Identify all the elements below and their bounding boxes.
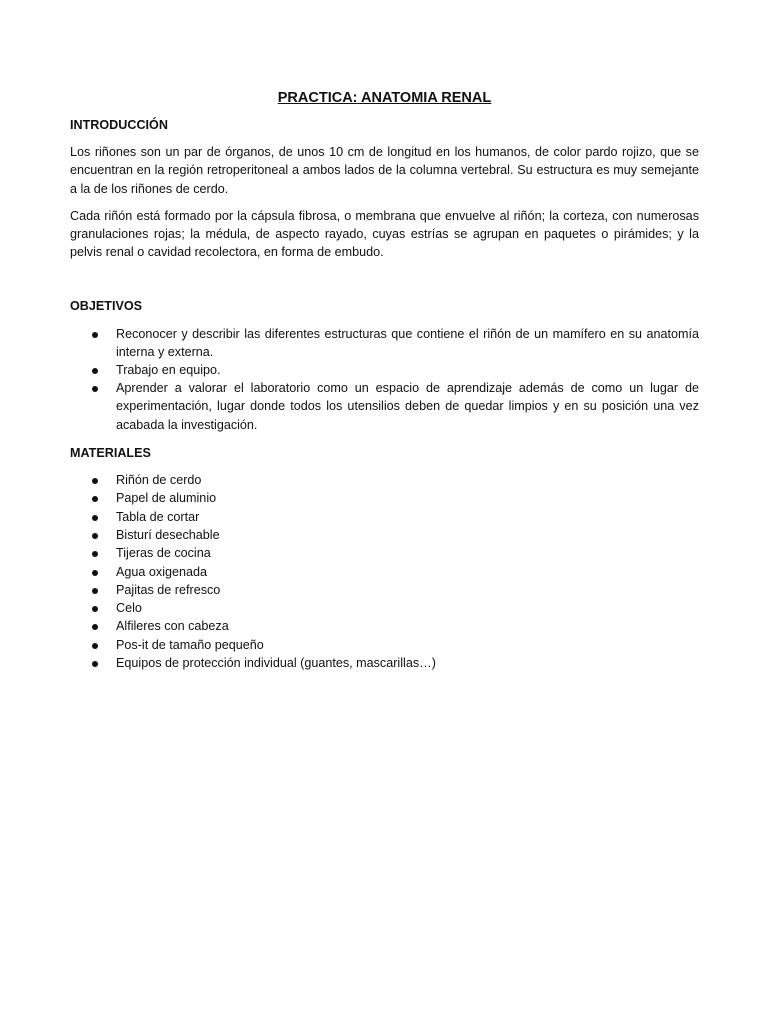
section-heading-introduccion: INTRODUCCIÓN — [70, 118, 168, 132]
section-heading-objetivos: OBJETIVOS — [70, 299, 143, 314]
list-item-text: Pos-it de tamaño pequeño — [116, 637, 264, 652]
list-item-text: Tabla de cortar — [116, 509, 200, 524]
list-item — [70, 544, 699, 562]
list-item — [70, 617, 699, 635]
bullet-icon — [92, 515, 98, 521]
list-item-text: Riñón de cerdo — [116, 473, 202, 488]
list-item — [70, 325, 699, 361]
bullet-icon — [92, 570, 98, 576]
bullet-icon — [92, 386, 98, 392]
list-item — [70, 599, 699, 617]
bullet-icon — [92, 624, 98, 630]
list-item-text: Pajitas de refresco — [116, 582, 221, 597]
list-item-text: Papel de aluminio — [116, 491, 217, 506]
section-spacer — [70, 270, 699, 297]
page-title: PRACTICA: ANATOMIA RENAL — [277, 90, 492, 106]
bullet-icon — [92, 533, 98, 539]
list-item-text: Alfileres con cabeza — [116, 619, 229, 634]
materiales-list — [70, 471, 699, 672]
list-item — [70, 379, 699, 434]
list-item-text: Equipos de protección individual (guantes, mascarillas…) — [116, 656, 436, 671]
list-item-text: Celo — [116, 601, 142, 616]
list-item-text: Trabajo en equipo. — [116, 363, 221, 378]
intro-paragraph-2: Cada riñón está formado por la cápsula fibrosa, o membrana que envuelve al riñón; la corteza, con numerosas granulaciones rojas; la médula, de aspecto rayado, cuyas estrías se agrupan en paquetes o pirámides; y la pelvis renal o cavidad recolectora, en forma de embudo. — [70, 208, 699, 260]
list-item-text: Tijeras de cocina — [116, 546, 211, 561]
objetivos-list — [70, 325, 699, 434]
list-item — [70, 489, 699, 507]
bullet-icon — [92, 478, 98, 484]
list-item-text: Aprender a valorar el laboratorio como un espacio de aprendizaje además de como un lugar de experimentación, lugar donde todos los utensilios deben de quedar limpios y en su posición una vez acabada la investigación. — [116, 381, 699, 432]
bullet-icon — [92, 368, 98, 374]
list-item — [70, 508, 699, 526]
list-item — [70, 361, 699, 379]
list-item — [70, 636, 699, 654]
section-heading-materiales: MATERIALES — [70, 445, 151, 460]
list-item — [70, 526, 699, 544]
list-item — [70, 471, 699, 489]
list-item — [70, 654, 699, 672]
list-item-text: Reconocer y describir las diferentes estructuras que contiene el riñón de un mamífero en su anatomía interna y externa. — [116, 326, 699, 359]
intro-paragraph-1: Los riñones son un par de órganos, de unos 10 cm de longitud en los humanos, de color pardo rojizo, que se encuentran en la región retroperitoneal a ambos lados de la columna vertebral. Su estructura es muy semejante a la de los riñones de cerdo. — [70, 145, 699, 196]
list-item-text: Bisturí desechable — [116, 527, 220, 542]
list-item — [70, 581, 699, 599]
bullet-icon — [92, 496, 98, 502]
document-body — [70, 88, 699, 682]
list-item-text: Agua oxigenada — [116, 564, 208, 579]
bullet-icon — [92, 606, 98, 612]
list-item — [70, 563, 699, 581]
bullet-icon — [92, 643, 98, 649]
bullet-icon — [92, 661, 98, 667]
bullet-icon — [92, 588, 98, 594]
bullet-icon — [92, 551, 98, 557]
bullet-icon — [92, 332, 98, 338]
